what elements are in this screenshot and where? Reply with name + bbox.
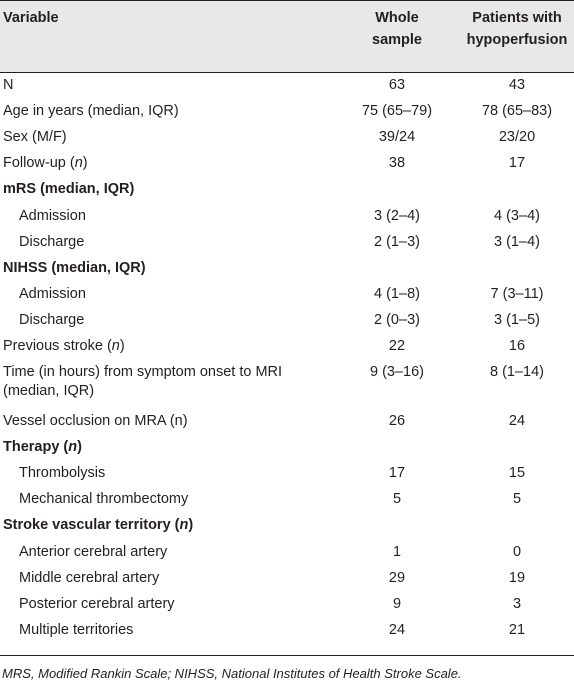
table-row: [0, 618, 574, 644]
header-rule: [0, 72, 574, 73]
header-whole-sample: Whole sample: [372, 10, 422, 48]
row-label: Previous stroke (n): [3, 338, 125, 355]
hypoperfusion-value: 7 (3–11): [490, 286, 544, 303]
table-header: [0, 0, 574, 72]
hypoperfusion-value: 24: [508, 412, 526, 429]
whole-sample-value: 26: [388, 412, 406, 429]
hypoperfusion-value: 15: [508, 465, 526, 482]
hypoperfusion-value: 23/20: [498, 128, 536, 145]
whole-sample-value: 2 (1–3): [374, 233, 420, 250]
whole-sample-value: 38: [388, 155, 406, 172]
hypoperfusion-value: 21: [508, 622, 526, 639]
section-label: Stroke vascular territory (n): [3, 517, 194, 534]
section-label: NIHSS (median, IQR): [3, 259, 146, 276]
table-row: [0, 334, 574, 360]
table-row: [0, 98, 574, 124]
row-label: Middle cerebral artery: [19, 569, 160, 586]
section-row: [0, 177, 574, 203]
hypoperfusion-value: 0: [512, 543, 522, 560]
whole-sample-value: 5: [392, 491, 402, 508]
table-row: [0, 460, 574, 486]
table-row: [0, 308, 574, 334]
section-label: mRS (median, IQR): [3, 181, 135, 198]
table-row: [0, 408, 574, 434]
section-row: [0, 513, 574, 539]
section-row: [0, 255, 574, 281]
table-row: [0, 124, 574, 150]
table-row: [0, 151, 574, 177]
row-label: Posterior cerebral artery: [19, 595, 175, 612]
row-label: Anterior cerebral artery: [19, 543, 168, 560]
hypoperfusion-value: 3 (1–5): [494, 312, 540, 329]
hypoperfusion-value: 8 (1–14): [489, 364, 544, 381]
table-row: [0, 203, 574, 229]
header-variable: Variable: [3, 10, 59, 26]
section-row: [0, 434, 574, 460]
table-bottom-rule: [0, 655, 574, 656]
row-label: Thrombolysis: [19, 465, 106, 482]
header-row: [0, 0, 574, 72]
whole-sample-value: 29: [388, 569, 406, 586]
whole-sample-value: 17: [388, 465, 406, 482]
hypoperfusion-value: 4 (3–4): [494, 207, 540, 224]
row-label: Discharge: [19, 312, 85, 329]
table-row: [0, 565, 574, 591]
hypoperfusion-value: 17: [508, 155, 526, 172]
row-label: Mechanical thrombectomy: [19, 491, 189, 508]
table-top-rule: [0, 0, 574, 1]
hypoperfusion-value: 78 (65–83): [481, 102, 553, 119]
table-row: [0, 539, 574, 565]
row-label: Multiple territories: [19, 622, 134, 639]
table-row: [0, 282, 574, 308]
row-label: Sex (M/F): [3, 128, 67, 145]
table-row: [0, 229, 574, 255]
hypoperfusion-value: 19: [508, 569, 526, 586]
table-footnote: MRS, Modified Rankin Scale; NIHSS, National Institutes of Health Stroke Scale.: [2, 666, 462, 681]
whole-sample-value: 63: [388, 76, 406, 93]
row-label: Age in years (median, IQR): [3, 102, 179, 119]
whole-sample-value: 39/24: [378, 128, 416, 145]
whole-sample-value: 24: [388, 622, 406, 639]
whole-sample-value: 3 (2–4): [374, 207, 420, 224]
whole-sample-value: 9: [392, 595, 402, 612]
row-label: N: [3, 76, 14, 93]
hypoperfusion-value: 3: [512, 595, 522, 612]
table-row: [0, 360, 574, 408]
whole-sample-value: 1: [392, 543, 402, 560]
row-label: Time (in hours) from symptom onset to MRI (median, IQR): [3, 364, 283, 400]
header-patients-hypoperfusion: Patients with hypoperfusion: [466, 10, 568, 48]
row-label: Admission: [19, 286, 86, 303]
hypoperfusion-value: 5: [512, 491, 522, 508]
table-row: [0, 72, 574, 98]
row-label: Admission: [19, 207, 86, 224]
whole-sample-value: 2 (0–3): [374, 312, 420, 329]
section-label: Therapy (n): [3, 438, 82, 455]
whole-sample-value: 9 (3–16): [369, 364, 424, 381]
row-label: Discharge: [19, 233, 85, 250]
whole-sample-value: 4 (1–8): [374, 286, 420, 303]
whole-sample-value: 22: [388, 338, 406, 355]
row-label: Follow-up (n): [3, 155, 88, 172]
whole-sample-value: 75 (65–79): [361, 102, 433, 119]
table-row: [0, 591, 574, 617]
table-row: [0, 487, 574, 513]
table-body: [0, 72, 574, 644]
hypoperfusion-value: 3 (1–4): [494, 233, 540, 250]
row-label: Vessel occlusion on MRA (n): [3, 412, 188, 429]
hypoperfusion-value: 16: [508, 338, 526, 355]
hypoperfusion-value: 43: [508, 76, 526, 93]
